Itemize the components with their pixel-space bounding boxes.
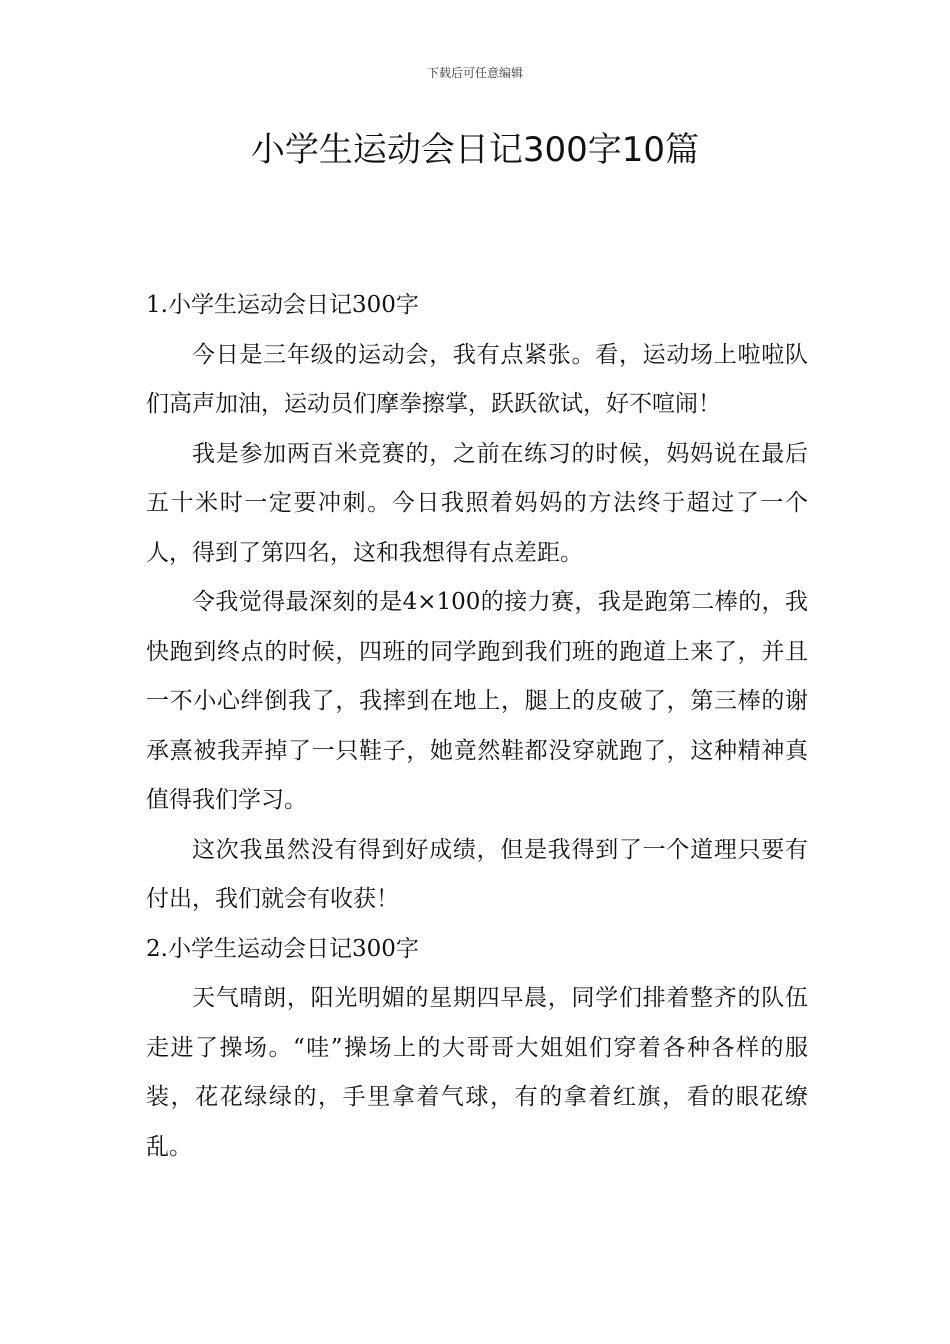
paragraph: 这次我虽然没有得到好成绩，但是我得到了一个道理只要有付出，我们就会有收获！	[146, 836, 808, 912]
document-title: 小学生运动会日记300字10篇	[250, 130, 700, 170]
header-note: 下载后可任意编辑	[426, 66, 523, 80]
paragraph: 令我觉得最深刻的是4×100的接力赛，我是跑第二棒的，我快跑到终点的时候，四班的同学跑到我们班的跑道上来了，并且一不小心绊倒我了，我摔到在地上，腿上的皮破了，第三棒的谢承熹被我弄掉了一只鞋子，她竟然鞋都没穿就跑了，这种精神真值得我们学习。	[146, 589, 808, 813]
section	[146, 925, 808, 1173]
paragraph: 今日是三年级的运动会，我有点紧张。看，运动场上啦啦队们高声加油，运动员们摩拳擦掌，跃跃欲试，好不喧闹！	[146, 341, 808, 417]
paragraph: 我是参加两百米竞赛的，之前在练习的时候，妈妈说在最后五十米时一定要冲刺。今日我照着妈妈的方法终于超过了一个人，得到了第四名，这和我想得有点差距。	[146, 440, 808, 566]
section-heading: 2.小学生运动会日记300字	[146, 935, 419, 962]
section	[146, 281, 808, 925]
section-heading: 1.小学生运动会日记300字	[146, 292, 419, 318]
paragraph: 天气晴朗，阳光明媚的星期四早晨，同学们排着整齐的队伍走进了操场。“哇”操场上的大哥哥大姐姐们穿着各种各样的服装，花花绿绿的，手里拿着气球，有的拿着红旗，看的眼花缭乱。	[146, 985, 808, 1160]
document-body	[146, 281, 808, 1172]
